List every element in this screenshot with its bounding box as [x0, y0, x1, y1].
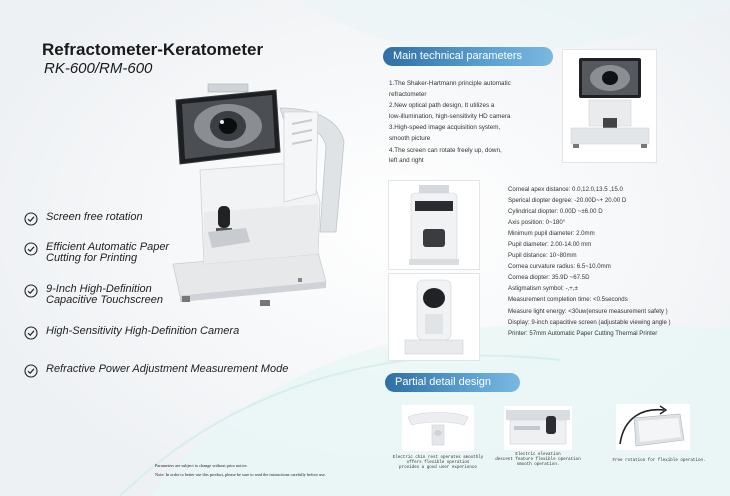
spec-item: Cornea diopter: 35.9D ~67.5D — [508, 274, 590, 282]
spec-item: Pupil distance: 10~80mm — [508, 252, 577, 260]
device-chinrest-photo — [388, 273, 480, 361]
feature-item — [24, 364, 288, 378]
check-circle-icon — [24, 364, 38, 378]
spec-item: Minimum pupil diameter: 2.0mm — [508, 230, 595, 238]
chinrest-caption: Electric chin rest operates smoothly offers flexible operation provides a good user experience — [392, 456, 484, 470]
section-heading-main-parameters: Main technical parameters — [383, 47, 553, 66]
spec-item: Astigmatism symbol: -,+,± — [508, 285, 578, 293]
section-heading-partial-detail: Partial detail design — [385, 373, 520, 392]
chinrest-detail-image — [402, 405, 474, 451]
device-front-photo — [562, 49, 657, 163]
footnote: Parameters are subject to change without prior notice. — [155, 463, 248, 468]
spec-item: Measurement completion time: <0.5seconds — [508, 296, 628, 304]
elevation-caption: Electric elevation descent feature flexible operation smooth operation. — [495, 453, 581, 467]
check-circle-icon — [24, 212, 38, 226]
spec-item: Sperical diopter degree: -20.00D~+ 20.00 D — [508, 197, 627, 205]
feature-text: 9-Inch High-Definition Capacitive Touchscreen — [46, 283, 163, 306]
feature-item — [24, 242, 169, 264]
refractometer-device-image — [168, 82, 368, 312]
parameter-item: 2.New optical path design, It utilizes a low-illumination, high-sensitivity HD camera — [389, 102, 511, 120]
rotation-detail-image — [616, 404, 690, 450]
spec-item: Axis position: 0~180° — [508, 219, 566, 227]
check-circle-icon — [24, 326, 38, 340]
spec-item: Cornea curvature radius: 6.5~10.0mm — [508, 263, 611, 271]
elevation-detail-image — [504, 406, 572, 450]
spec-item: Printer: 57mm Automatic Paper Cutting Thermal Printer — [508, 329, 658, 337]
main-parameters-list — [389, 79, 559, 168]
spec-item: Cylindrical diopter: 0.00D ~±6.00 D — [508, 208, 603, 216]
device-back-photo — [388, 180, 480, 270]
feature-item — [24, 326, 239, 340]
rotation-caption: Free rotation for flexible operation. — [612, 459, 706, 463]
spec-item: Corneal apex distance: 0.0,12.0,13.5 ,15.0 — [508, 186, 623, 193]
spec-item: Measure light energy: <30uw(ensure measurement safety ) — [508, 307, 668, 315]
page-title: Refractometer-Keratometer — [42, 40, 264, 59]
model-number: RK-600/RM-600 — [44, 60, 153, 77]
specifications-list — [508, 184, 723, 339]
parameter-item: 4.The screen can rotate freely up, down, left and right — [389, 146, 502, 165]
check-circle-icon — [24, 284, 38, 298]
feature-text: High-Sensitivity High-Definition Camera — [46, 325, 240, 337]
footnote: Note: In order to better use this product, please be sure to read the instructions carefully before use. — [155, 472, 326, 477]
check-circle-icon — [24, 242, 38, 256]
feature-item — [24, 212, 143, 226]
footnotes — [155, 461, 395, 479]
feature-text: Screen free rotation — [46, 211, 143, 223]
parameter-item: 3.High-speed image acquisition system, smooth picture — [389, 124, 501, 142]
feature-item — [24, 284, 163, 306]
spec-item: Display: 9-inch capacitive screen (adjustable viewing angle ) — [508, 318, 671, 326]
feature-text: Efficient Automatic Paper Cutting for Printing — [46, 241, 170, 264]
feature-text: Refractive Power Adjustment Measurement Mode — [46, 363, 289, 375]
spec-item: Pupil diameter: 2.00-14.00 mm — [508, 241, 592, 249]
parameter-item: 1.The Shaker-Hartmann principle automatic refractometer — [389, 80, 511, 98]
